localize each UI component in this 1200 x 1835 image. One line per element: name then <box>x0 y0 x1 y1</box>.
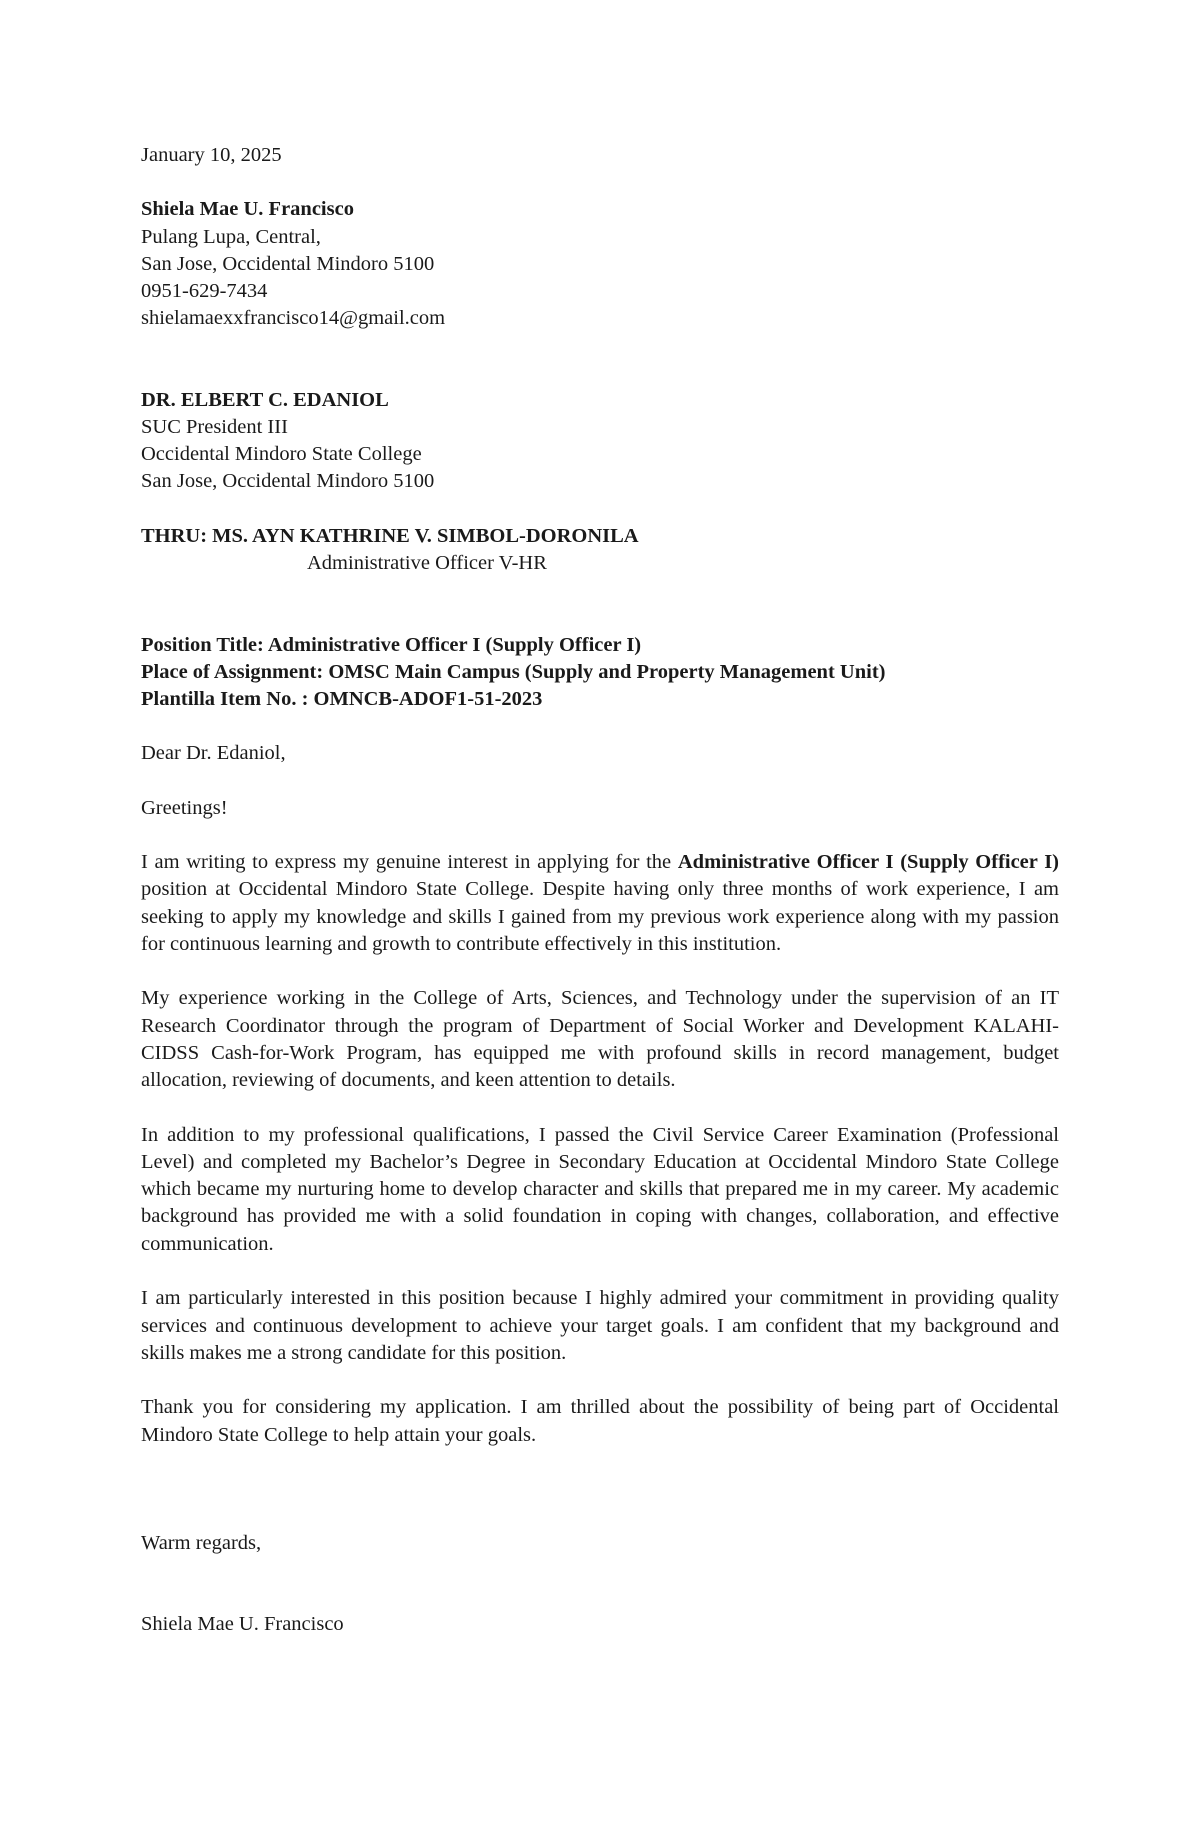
recipient-name: DR. ELBERT C. EDANIOL <box>141 388 389 411</box>
body-paragraph-4: I am particularly interested in this position because I highly admired your commitment in providing quality services and continuous development to achieve your target goals. I am confident that my background and skills makes me a strong candidate for this position. <box>141 1287 1059 1364</box>
paragraph-1-rest: position at Occidental Mindoro State College. Despite having only three months of work experience, I am seeking to apply my knowledge and skills I gained from my previous work experience along with my passion for continuous learning and growth to contribute effectively in this institution. <box>141 878 1059 955</box>
letter-date: January 10, 2025 <box>141 144 282 166</box>
thru-block <box>141 523 1059 577</box>
thru-title: Administrative Officer V-HR <box>307 552 547 574</box>
sender-block <box>141 196 1059 332</box>
letter-page <box>141 142 1059 1638</box>
sender-phone: 0951-629-7434 <box>141 280 268 302</box>
recipient-institution: Occidental Mindoro State College <box>141 443 422 466</box>
body-paragraph-3: In addition to my professional qualifications, I passed the Civil Service Career Examination (Professional Level) and completed my Bachelor’s Degree in Secondary Education at Occidental Mindoro State College which became my nurturing home to develop character and skills that prepared me in my career. My academic background has provided me with a solid foundation in coping with changes, collaboration, and effective communication. <box>141 1123 1059 1255</box>
body-paragraph-5: Thank you for considering my application. I am thrilled about the possibility of being part of Occidental Mindoro State College to help attain your goals. <box>141 1396 1059 1446</box>
place-of-assignment: Place of Assignment: OMSC Main Campus (Supply and Property Management Unit) <box>141 660 886 683</box>
sender-email: shielamaexxfrancisco14@gmail.com <box>141 307 446 330</box>
salutation: Dear Dr. Edaniol, <box>141 742 286 765</box>
recipient-address: San Jose, Occidental Mindoro 5100 <box>141 470 435 493</box>
sender-address-line1: Pulang Lupa, Central, <box>141 225 321 248</box>
body-paragraph-1 <box>141 849 1059 958</box>
signature-name: Shiela Mae U. Francisco <box>141 1613 344 1636</box>
sender-address-line2: San Jose, Occidental Mindoro 5100 <box>141 252 435 275</box>
paragraph-1-intro: I am writing to express my genuine interest in applying for the <box>141 851 678 874</box>
greeting: Greetings! <box>141 796 228 819</box>
sender-name: Shiela Mae U. Francisco <box>141 198 354 221</box>
position-block <box>141 632 1059 714</box>
recipient-title: SUC President III <box>141 416 288 438</box>
body-paragraph-2: My experience working in the College of Arts, Sciences, and Technology under the supervision of an IT Research Coordinator through the program of Department of Social Worker and Development KALAHI-CIDSS Cash-for-Work Program, has equipped me with profound skills in record management, budget allocation, reviewing of documents, and keen attention to details. <box>141 987 1059 1092</box>
thru-line: THRU: MS. AYN KATHRINE V. SIMBOL-DORONILA <box>141 524 639 547</box>
recipient-block <box>141 387 1059 496</box>
position-title: Position Title: Administrative Officer I (Supply Officer I) <box>141 633 642 656</box>
closing: Warm regards, <box>141 1531 262 1554</box>
plantilla-item: Plantilla Item No. : OMNCB-ADOF1-51-2023 <box>141 688 543 710</box>
paragraph-1-position: Administrative Officer I (Supply Officer I) <box>677 851 1060 874</box>
